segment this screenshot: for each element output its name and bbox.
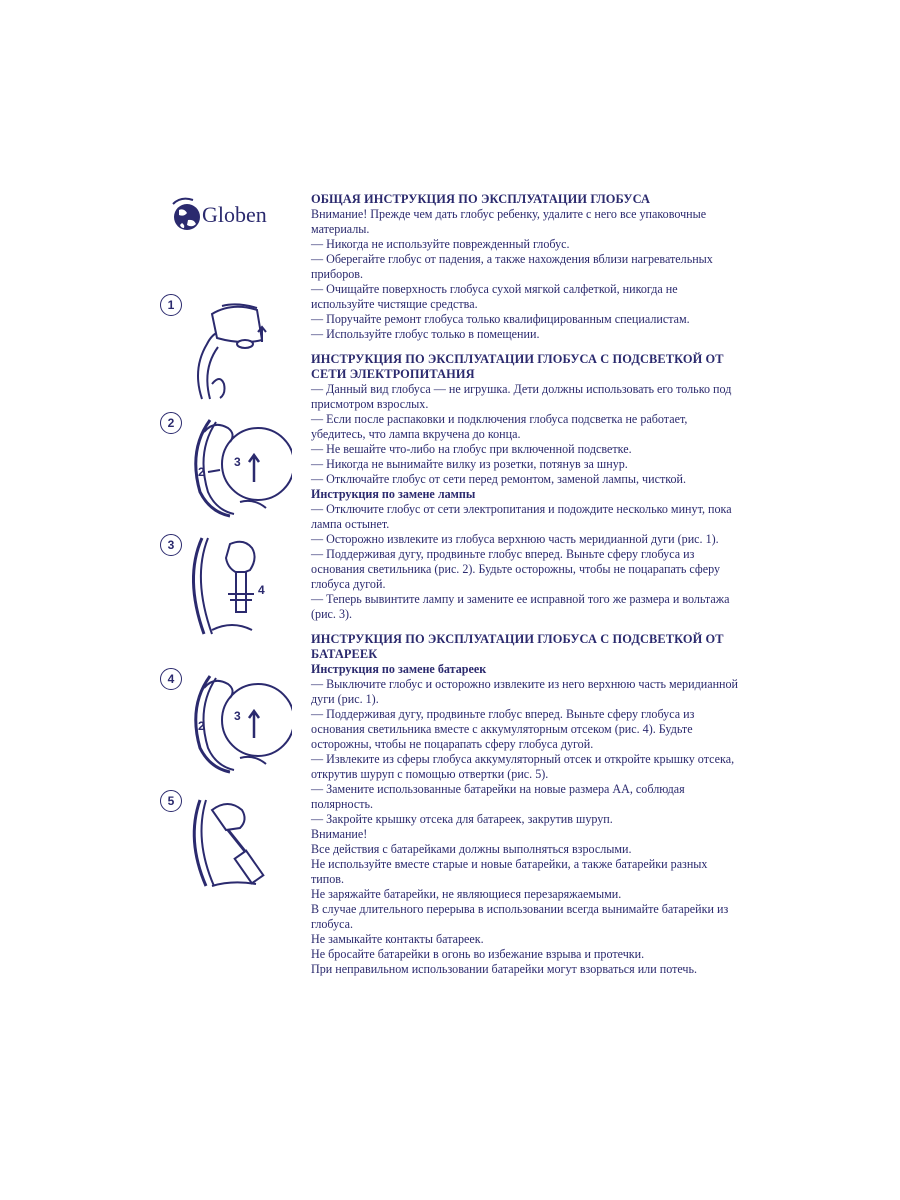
text-line: Не замыкайте контакты батареек. — [311, 932, 484, 946]
text-line: — Осторожно извлеките из глобуса верхнюю часть меридианной дуги (рис. 1). — [311, 532, 719, 546]
text-line: — Извлеките из сферы глобуса аккумуляторный отсек и откройте крышку отсека, открутив шуруп с помощью отвертки (рис. 5). — [311, 752, 735, 781]
remove-sphere-battery-illustration — [182, 668, 292, 778]
figure-1 — [160, 294, 300, 404]
figure-label: 2 — [198, 465, 205, 479]
section-subtitle: Инструкция по замене лампы — [311, 487, 476, 501]
text-line: — Используйте глобус только в помещении. — [311, 327, 540, 341]
figure-number: 1 — [160, 294, 182, 316]
text-line: — Поддерживая дугу, продвиньте глобус вперед. Выньте сферу глобуса из основания светильника вместе с аккумуляторным отсеком (рис. 4). Будьте осторожны, чтобы не поцарапать сферу глобуса дугой. — [311, 707, 695, 751]
figure-number: 5 — [160, 790, 182, 812]
text-line: — Поддерживая дугу, продвиньте глобус вперед. Выньте сферу глобуса из основания светильника (рис. 2). Будьте осторожны, чтобы не поцарапать сферу глобуса дугой. — [311, 547, 721, 591]
text-line: — Не вешайте что-либо на глобус при включенной подсветке. — [311, 442, 632, 456]
section-title: ОБЩАЯ ИНСТРУКЦИЯ ПО ЭКСПЛУАТАЦИИ ГЛОБУСА — [311, 192, 651, 206]
figure-label: 2 — [198, 719, 205, 733]
figure-3 — [160, 534, 300, 644]
text-line: Не заряжайте батарейки, не являющиеся перезаряжаемыми. — [311, 887, 622, 901]
text-line: При неправильном использовании батарейки могут взорваться или потечь. — [311, 962, 698, 976]
logo-text: Globen — [202, 202, 267, 227]
text-line: — Оберегайте глобус от падения, а также нахождения вблизи нагревательных приборов. — [311, 252, 713, 281]
text-line: — Никогда не вынимайте вилку из розетки, потянув за шнур. — [311, 457, 628, 471]
figure-2 — [160, 412, 300, 522]
text-line: — Замените использованные батарейки на новые размера АА, соблюдая полярность. — [311, 782, 685, 811]
section-general — [311, 192, 741, 342]
text-line: Внимание! Прежде чем дать глобус ребенку, удалите с него все упаковочные материалы. — [311, 207, 707, 236]
text-line: — Отключайте глобус от сети перед ремонтом, заменой лампы, чисткой. — [311, 472, 687, 486]
text-line: — Данный вид глобуса — не игрушка. Дети должны использовать его только под присмотром взрослых. — [311, 382, 732, 411]
figure-number: 2 — [160, 412, 182, 434]
text-line: В случае длительного перерыва в использовании всегда вынимайте батарейки из глобуса. — [311, 902, 729, 931]
text-line: — Выключите глобус и осторожно извлеките из него верхнюю часть меридианной дуги (рис. 1). — [311, 677, 739, 706]
figure-5 — [160, 790, 300, 900]
text-line: — Очищайте поверхность глобуса сухой мягкой салфеткой, никогда не используйте чистящие средства. — [311, 282, 678, 311]
text-line: — Теперь вывинтите лампу и замените ее исправной того же размера и вольтажа (рис. 3). — [311, 592, 730, 621]
globen-logo — [170, 196, 290, 242]
replace-lamp-illustration — [182, 534, 292, 644]
text-line: — Поручайте ремонт глобуса только квалифицированным специалистам. — [311, 312, 690, 326]
text-line: — Закройте крышку отсека для батареек, закрутив шуруп. — [311, 812, 613, 826]
section-mains — [311, 352, 741, 622]
figure-label: 3 — [234, 455, 241, 469]
battery-compartment-illustration — [182, 790, 292, 900]
section-title: ИНСТРУКЦИЯ ПО ЭКСПЛУАТАЦИИ ГЛОБУСА С ПОДСВЕТКОЙ ОТ БАТАРЕЕК — [311, 632, 724, 661]
text-line: — Никогда не используйте поврежденный глобус. — [311, 237, 570, 251]
figure-number: 3 — [160, 534, 182, 556]
text-line: Все действия с батарейками должны выполняться взрослыми. — [311, 842, 632, 856]
text-line: Не используйте вместе старые и новые батарейки, а также батарейки разных типов. — [311, 857, 708, 886]
globe-logo-icon — [170, 196, 204, 236]
text-line: Внимание! — [311, 827, 368, 841]
text-line: Не бросайте батарейки в огонь во избежание взрыва и протечки. — [311, 947, 645, 961]
figure-4 — [160, 668, 300, 778]
section-battery — [311, 632, 741, 977]
figure-label: 4 — [258, 583, 265, 597]
remove-meridian-illustration — [182, 294, 292, 404]
section-title: ИНСТРУКЦИЯ ПО ЭКСПЛУАТАЦИИ ГЛОБУСА С ПОДСВЕТКОЙ ОТ СЕТИ ЭЛЕКТРОПИТАНИЯ — [311, 352, 724, 381]
remove-sphere-illustration — [182, 412, 292, 522]
instructions-text — [311, 192, 741, 987]
text-line: — Отключите глобус от сети электропитания и подождите несколько минут, пока лампа остынет. — [311, 502, 732, 531]
section-subtitle: Инструкция по замене батареек — [311, 662, 487, 676]
text-line: — Если после распаковки и подключения глобуса подсветка не работает, убедитесь, что лампа вкручена до конца. — [311, 412, 688, 441]
figure-label: 3 — [234, 709, 241, 723]
figure-number: 4 — [160, 668, 182, 690]
